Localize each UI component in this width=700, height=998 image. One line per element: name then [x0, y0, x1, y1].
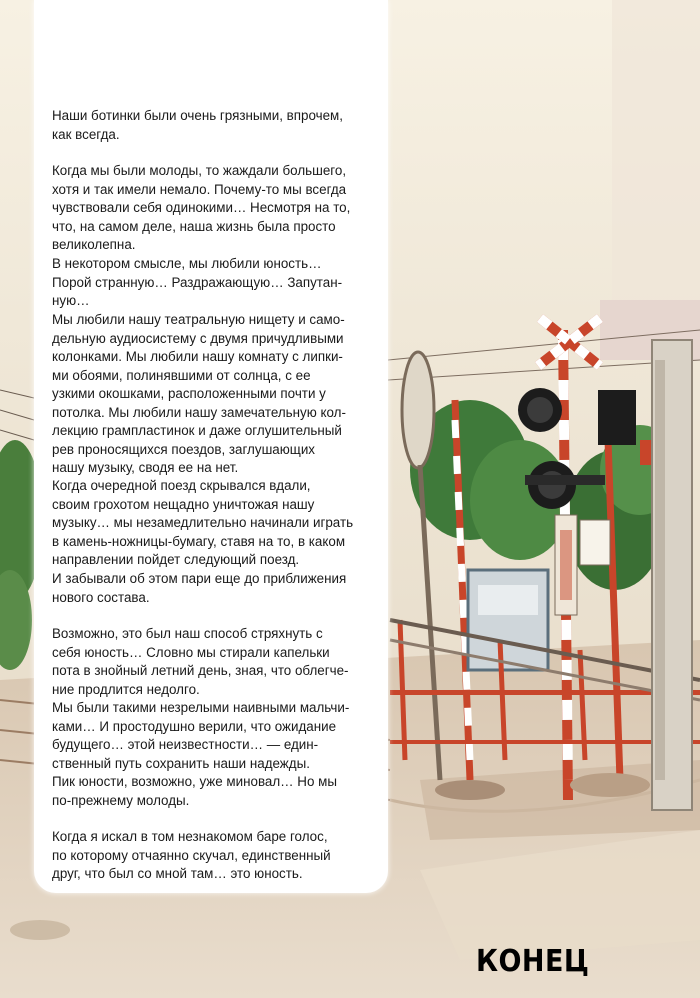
- paragraph-8: Мы были такими незрелыми наивными мальчи- ками… И простодушно верили, что ожидание будущего… этой неизвестности… — един- ственный путь сохранить наши надежды.: [52, 700, 350, 771]
- paragraph-2: Когда мы были молоды, то жаждали большего, хотя и так имели немало. Почему-то мы всегда чувствовали себя одинокими… Несмотря на то, что, на самом деле, наша жизнь была просто великолепна.: [52, 163, 351, 252]
- paragraph-7: Возможно, это был наш способ стряхнуть с себя юность… Словно мы стирали капельки пота в знойный летний день, зная, что облегче- ние продлится недолго.: [52, 626, 349, 697]
- paragraph-1: Наши ботинки были очень грязными, впрочем, как всегда.: [52, 108, 343, 142]
- paragraph-6: И забывали об этом пари еще до приближения нового состава.: [52, 571, 347, 605]
- end-title: КОНЕЦ: [476, 944, 590, 979]
- paragraph-4: Мы любили нашу театральную нищету и само- дельную аудиосистему с двумя причудливыми колонками. Мы любили нашу комнату с липки- ми обоями, полинявшими от солнца, с ее узкими окошками, расположенными почти у потолка. Мы любили нашу замечательную кол- лекцию грампластинок и даже оглушительный рев проносящихся поездов, заглушающих нашу музыку, сводя ее на нет.: [52, 312, 346, 475]
- paragraph-3: В некотором смысле, мы любили юность… Порой странную… Раздражающую… Запутан- ную…: [52, 256, 343, 308]
- paragraph-9: Пик юности, возможно, уже миновал… Но мы по-прежнему молоды.: [52, 774, 337, 808]
- text-panel: [34, 0, 388, 893]
- paragraph-10: Когда я искал в том незнакомом баре голос, по которому отчаянно скучал, единственный друг, что был со мной там… это юность.: [52, 829, 331, 881]
- paragraph-5: Когда очередной поезд скрывался вдали, своим грохотом нещадно уничтожая нашу музыку… мы незамедлительно начинали играть в камень-ножницы-бумагу, ставя на то, в каком направлении пойдет следующий поезд.: [52, 478, 354, 567]
